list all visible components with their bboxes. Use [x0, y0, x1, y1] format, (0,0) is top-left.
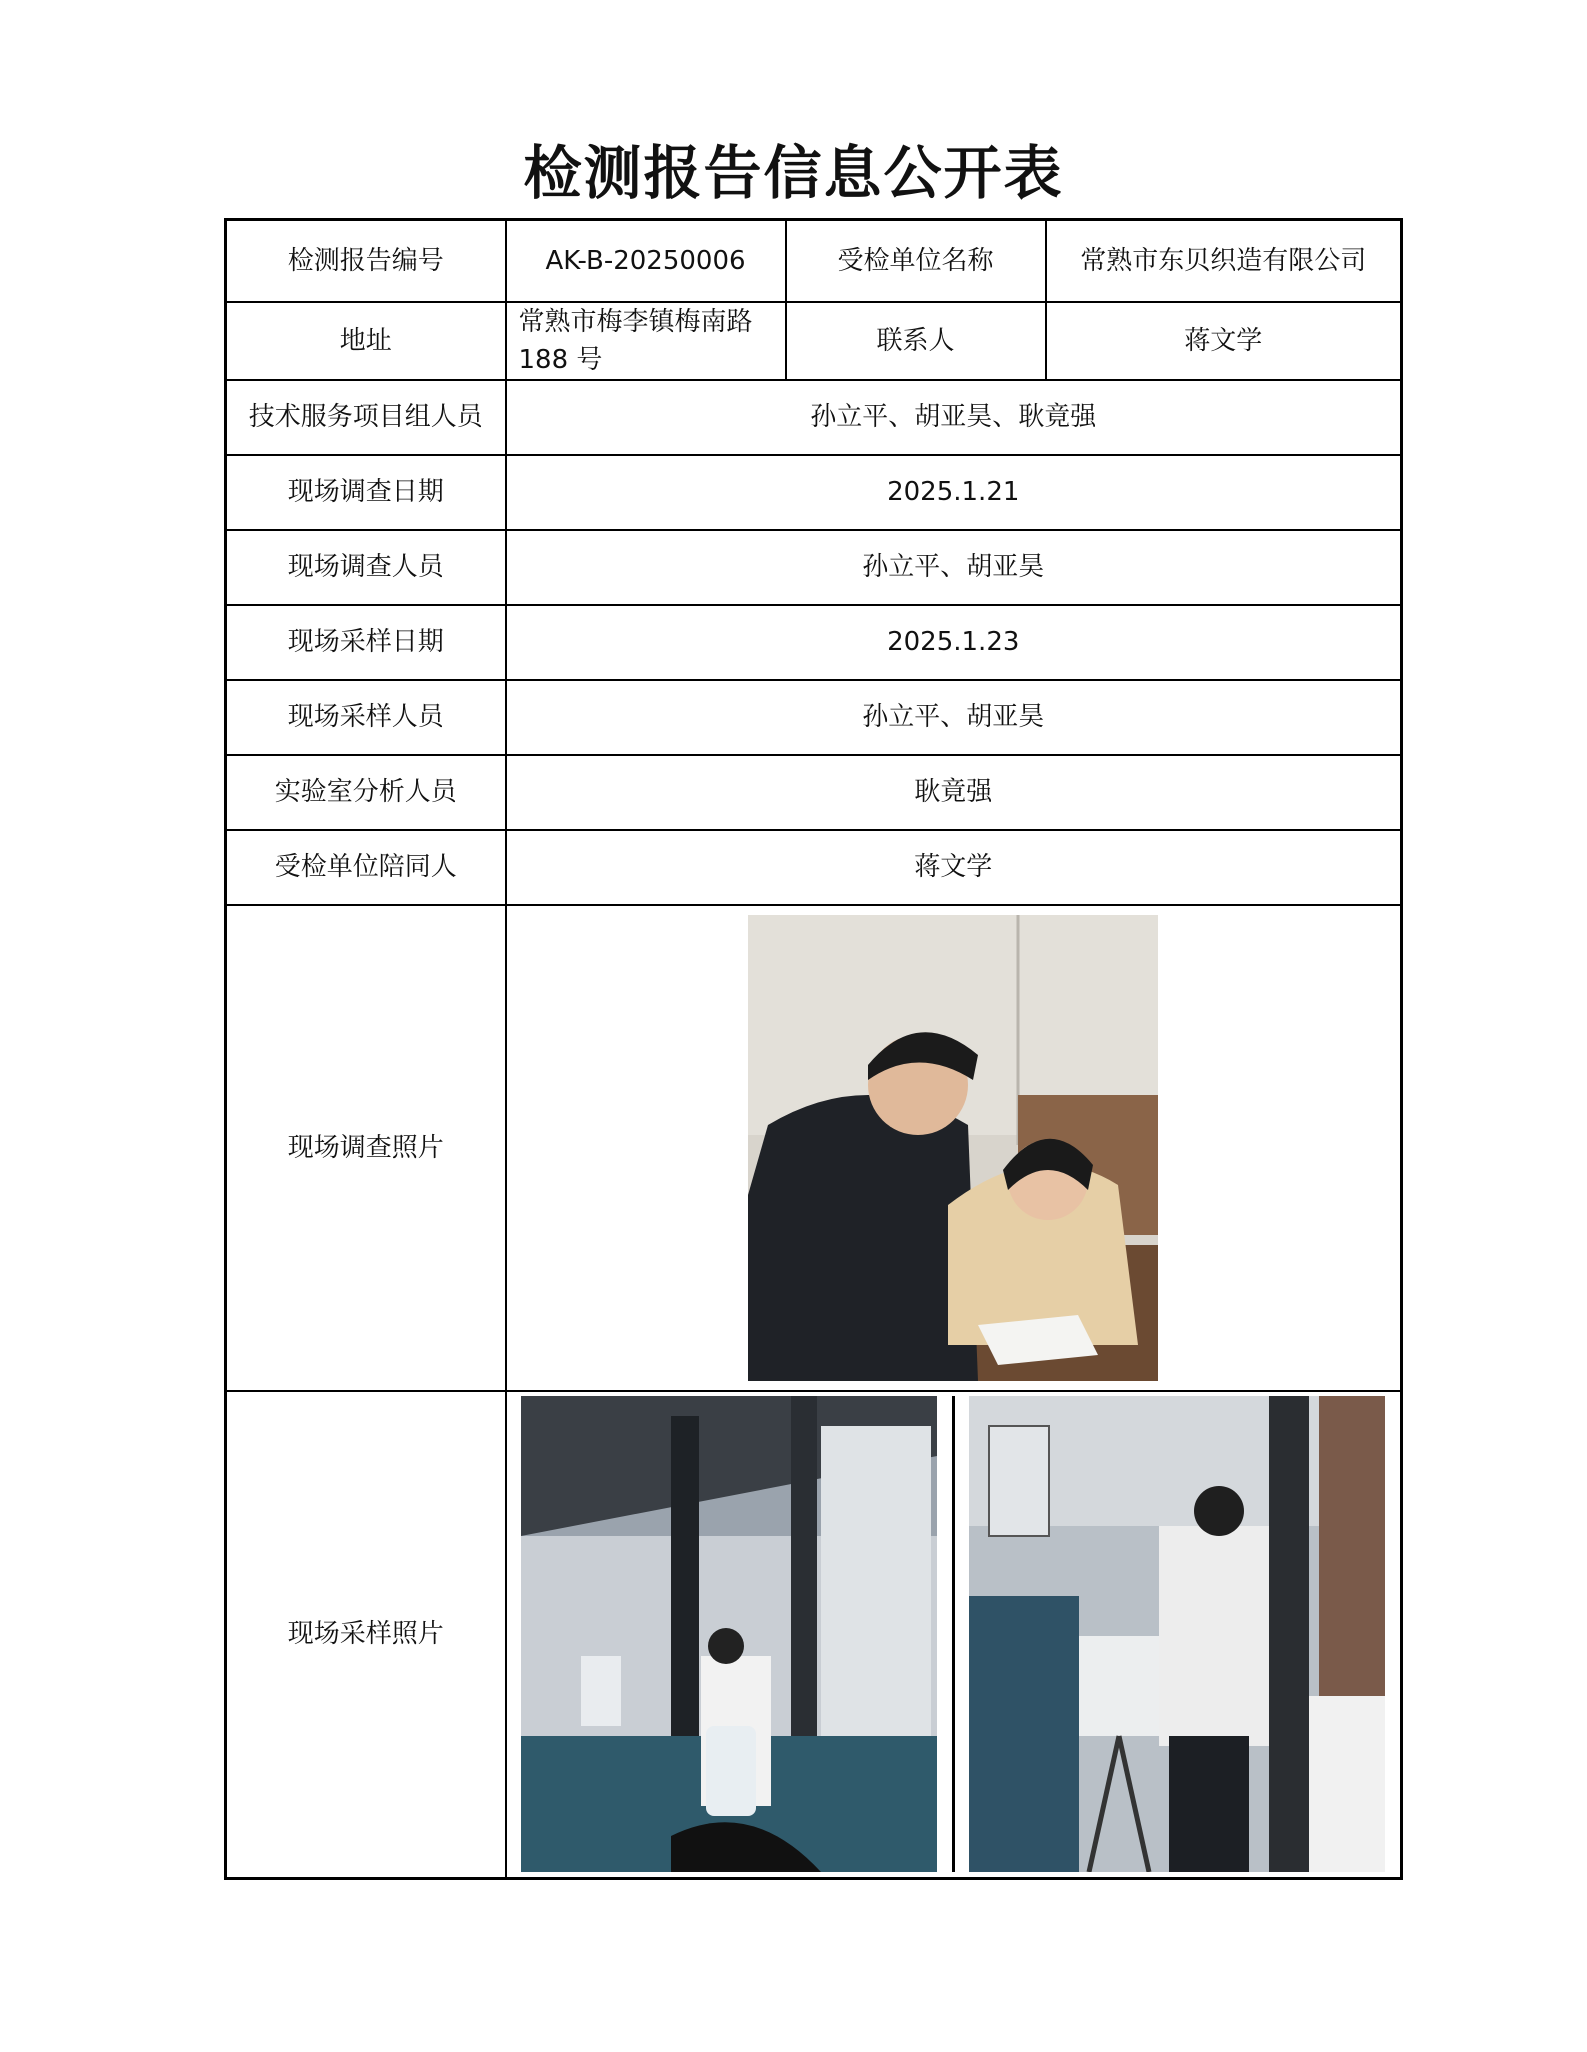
survey-photo-cell: [506, 905, 1402, 1391]
survey-staff-value: 孙立平、胡亚昊: [506, 530, 1402, 605]
sampling-staff-value: 孙立平、胡亚昊: [506, 680, 1402, 755]
table-row: [226, 530, 1402, 605]
sampling-photo-pair: [507, 1396, 1401, 1872]
sampling-date-value: 2025.1.23: [506, 605, 1402, 680]
sampling-photo-1: [521, 1396, 937, 1872]
survey-photo-label: 现场调查照片: [226, 905, 506, 1391]
lab-staff-value: 耿竟强: [506, 755, 1402, 830]
lab-staff-label: 实验室分析人员: [226, 755, 506, 830]
sampling-photo-cell: [506, 1391, 1402, 1879]
sampling-staff-label: 现场采样人员: [226, 680, 506, 755]
table-row: [226, 830, 1402, 905]
unit-name-label: 受检单位名称: [786, 220, 1046, 302]
page-title: 检测报告信息公开表: [523, 139, 1064, 207]
table-row: [226, 605, 1402, 680]
sampling-photo-label: 现场采样照片: [226, 1391, 506, 1879]
table-row: [226, 455, 1402, 530]
survey-staff-label: 现场调查人员: [226, 530, 506, 605]
report-info-table: [224, 218, 1403, 1880]
table-row: [226, 755, 1402, 830]
sampling-date-label: 现场采样日期: [226, 605, 506, 680]
sampling-photo-2: [969, 1396, 1385, 1872]
table-row: [226, 905, 1402, 1391]
team-label: 技术服务项目组人员: [226, 380, 506, 455]
survey-date-label: 现场调查日期: [226, 455, 506, 530]
table-row: [226, 680, 1402, 755]
report-no-value: AK-B-20250006: [506, 220, 786, 302]
escort-label: 受检单位陪同人: [226, 830, 506, 905]
escort-value: 蒋文学: [506, 830, 1402, 905]
survey-date-value: 2025.1.21: [506, 455, 1402, 530]
table-row: [226, 220, 1402, 302]
unit-name-value: 常熟市东贝织造有限公司: [1046, 220, 1402, 302]
survey-photo: [748, 915, 1158, 1381]
contact-value: 蒋文学: [1046, 302, 1402, 380]
sampling-photo-frame: [507, 1396, 955, 1872]
table-row: [226, 380, 1402, 455]
table-row: [226, 302, 1402, 380]
address-label: 地址: [226, 302, 506, 380]
address-value: 常熟市梅李镇梅南路 188 号: [506, 302, 786, 380]
team-value: 孙立平、胡亚昊、耿竟强: [506, 380, 1402, 455]
sampling-photo-frame: [955, 1396, 1400, 1872]
report-no-label: 检测报告编号: [226, 220, 506, 302]
contact-label: 联系人: [786, 302, 1046, 380]
table-row: [226, 1391, 1402, 1879]
